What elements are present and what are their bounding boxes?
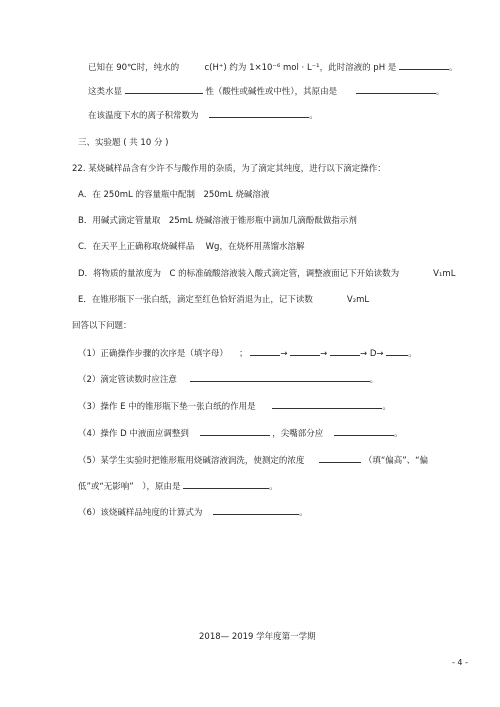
sub-question-3: （3）操作 E 中的锥形瓶下垫一张白纸的作用是 。 [78,399,391,413]
answer-blank-reason[interactable] [356,84,436,94]
sub-question-2: （2）滴定管读数时应注意 。 [78,372,378,386]
answer-blank-5a[interactable] [319,453,361,463]
intro-line-1-text-b: c(H⁺) 约为 1×10⁻⁶ mol · L⁻¹，此时溶液的 pH 是 [204,63,397,73]
order-blank-1[interactable] [250,346,280,356]
answer-blank-ph[interactable] [399,60,449,70]
sub-question-2-text: （2）滴定管读数时应注意 [78,375,177,385]
intro-line-2-text-b: 性（酸性或碱性或中性），其原由是 [205,87,338,97]
intro-line-3: 在该温度下水的离子积常数为 。 [88,108,318,122]
answer-blank-2[interactable] [190,372,370,382]
sub-question-6-text: （6）该烧碱样品纯度的计算式为 [78,508,203,518]
sub-question-4: （4）操作 D 中液面应调整到 ，尖嘴部分应 。 [78,426,403,440]
intro-line-2-text-a: 这类水显 [88,87,123,97]
intro-line-1-text-a: 已知在 90℃时，纯水的 [88,63,180,73]
step-a: A．在 250mL 的容量瓶中配制 250mL 烧碱溶液 [78,190,270,200]
answer-blank-nature[interactable] [125,84,203,94]
sub-question-5-text-a: （5）某学生实验时把锥形瓶用烧碱溶液润洗，使测定的浓度 [78,456,305,466]
answer-blank-4a[interactable] [200,426,270,436]
sub-question-6: （6）该烧碱样品纯度的计算式为 。 [78,505,308,519]
order-blank-5[interactable] [386,346,408,356]
sub-question-5-line-1 [78,453,428,467]
footer-term: 2018— 2019 学年度第一学期 [199,632,316,642]
answer-blank-5b[interactable] [183,479,269,489]
sub-question-3-text: （3）操作 E 中的锥形瓶下垫一张白纸的作用是 [78,402,256,412]
sub-question-5-line-2: 低”或“无影响” ），原由是 。 [78,479,278,493]
intro-line-1: 已知在 90℃时，纯水的 c(H⁺) 约为 1×10⁻⁶ mol · L⁻¹，此时溶液的 pH 是 。 [88,60,458,74]
answer-blank-6[interactable] [213,505,299,515]
order-fixed-d: D [369,349,377,359]
answer-blank-4b[interactable] [334,426,394,436]
sub-question-1: （1）正确操作步骤的次序是（填字母） ； → → → D→ 。 [78,346,417,360]
order-blank-3[interactable] [330,346,360,356]
sub-question-1-text: （1）正确操作步骤的次序是（填字母） [78,349,228,359]
step-e: E．在锥形瓶下一张白纸，滴定至红色恰好消退为止，记下读数 V₂mL [78,295,370,305]
step-b: B．用碱式滴定管量取 25mL 烧碱溶液于锥形瓶中滴加几滴酚酞做指示剂 [78,216,357,226]
sub-question-4-text-b: ，尖嘴部分应 [272,429,324,439]
intro-line-3-text: 在该温度下水的离子积常数为 [88,111,199,121]
sub-question-4-text-a: （4）操作 D 中液面应调整到 [78,429,189,439]
step-d: D．将物质的量浓度为 C 的标准硫酸溶液装入酸式滴定管，调整液面记下开始读数为 V₁mL [78,269,456,279]
order-blank-2[interactable] [290,346,320,356]
answer-blank-kw[interactable] [209,108,309,118]
intro-line-2: 这类水显 性（酸性或碱性或中性），其原由是 。 [88,84,444,98]
answer-prompt: 回答以下问题： [72,321,132,331]
answer-blank-3[interactable] [272,399,382,409]
sub-question-5-text-b: （填“偏高”、“偏 [363,456,429,466]
sub-question-5-text-c: 低”或“无影响” ），原由是 [78,482,181,492]
page-number: - 4 - [452,658,468,667]
step-c: C．在天平上正确称取烧碱样品 Wg，在烧杯用蒸馏水溶解 [78,242,305,252]
question-22-stem: 22. 某烧碱样品含有少许不与酸作用的杂质，为了滴定其纯度，进行以下滴定操作： [72,164,386,174]
section-title: 三、实验题 ( 共 10 分 ) [78,138,169,148]
